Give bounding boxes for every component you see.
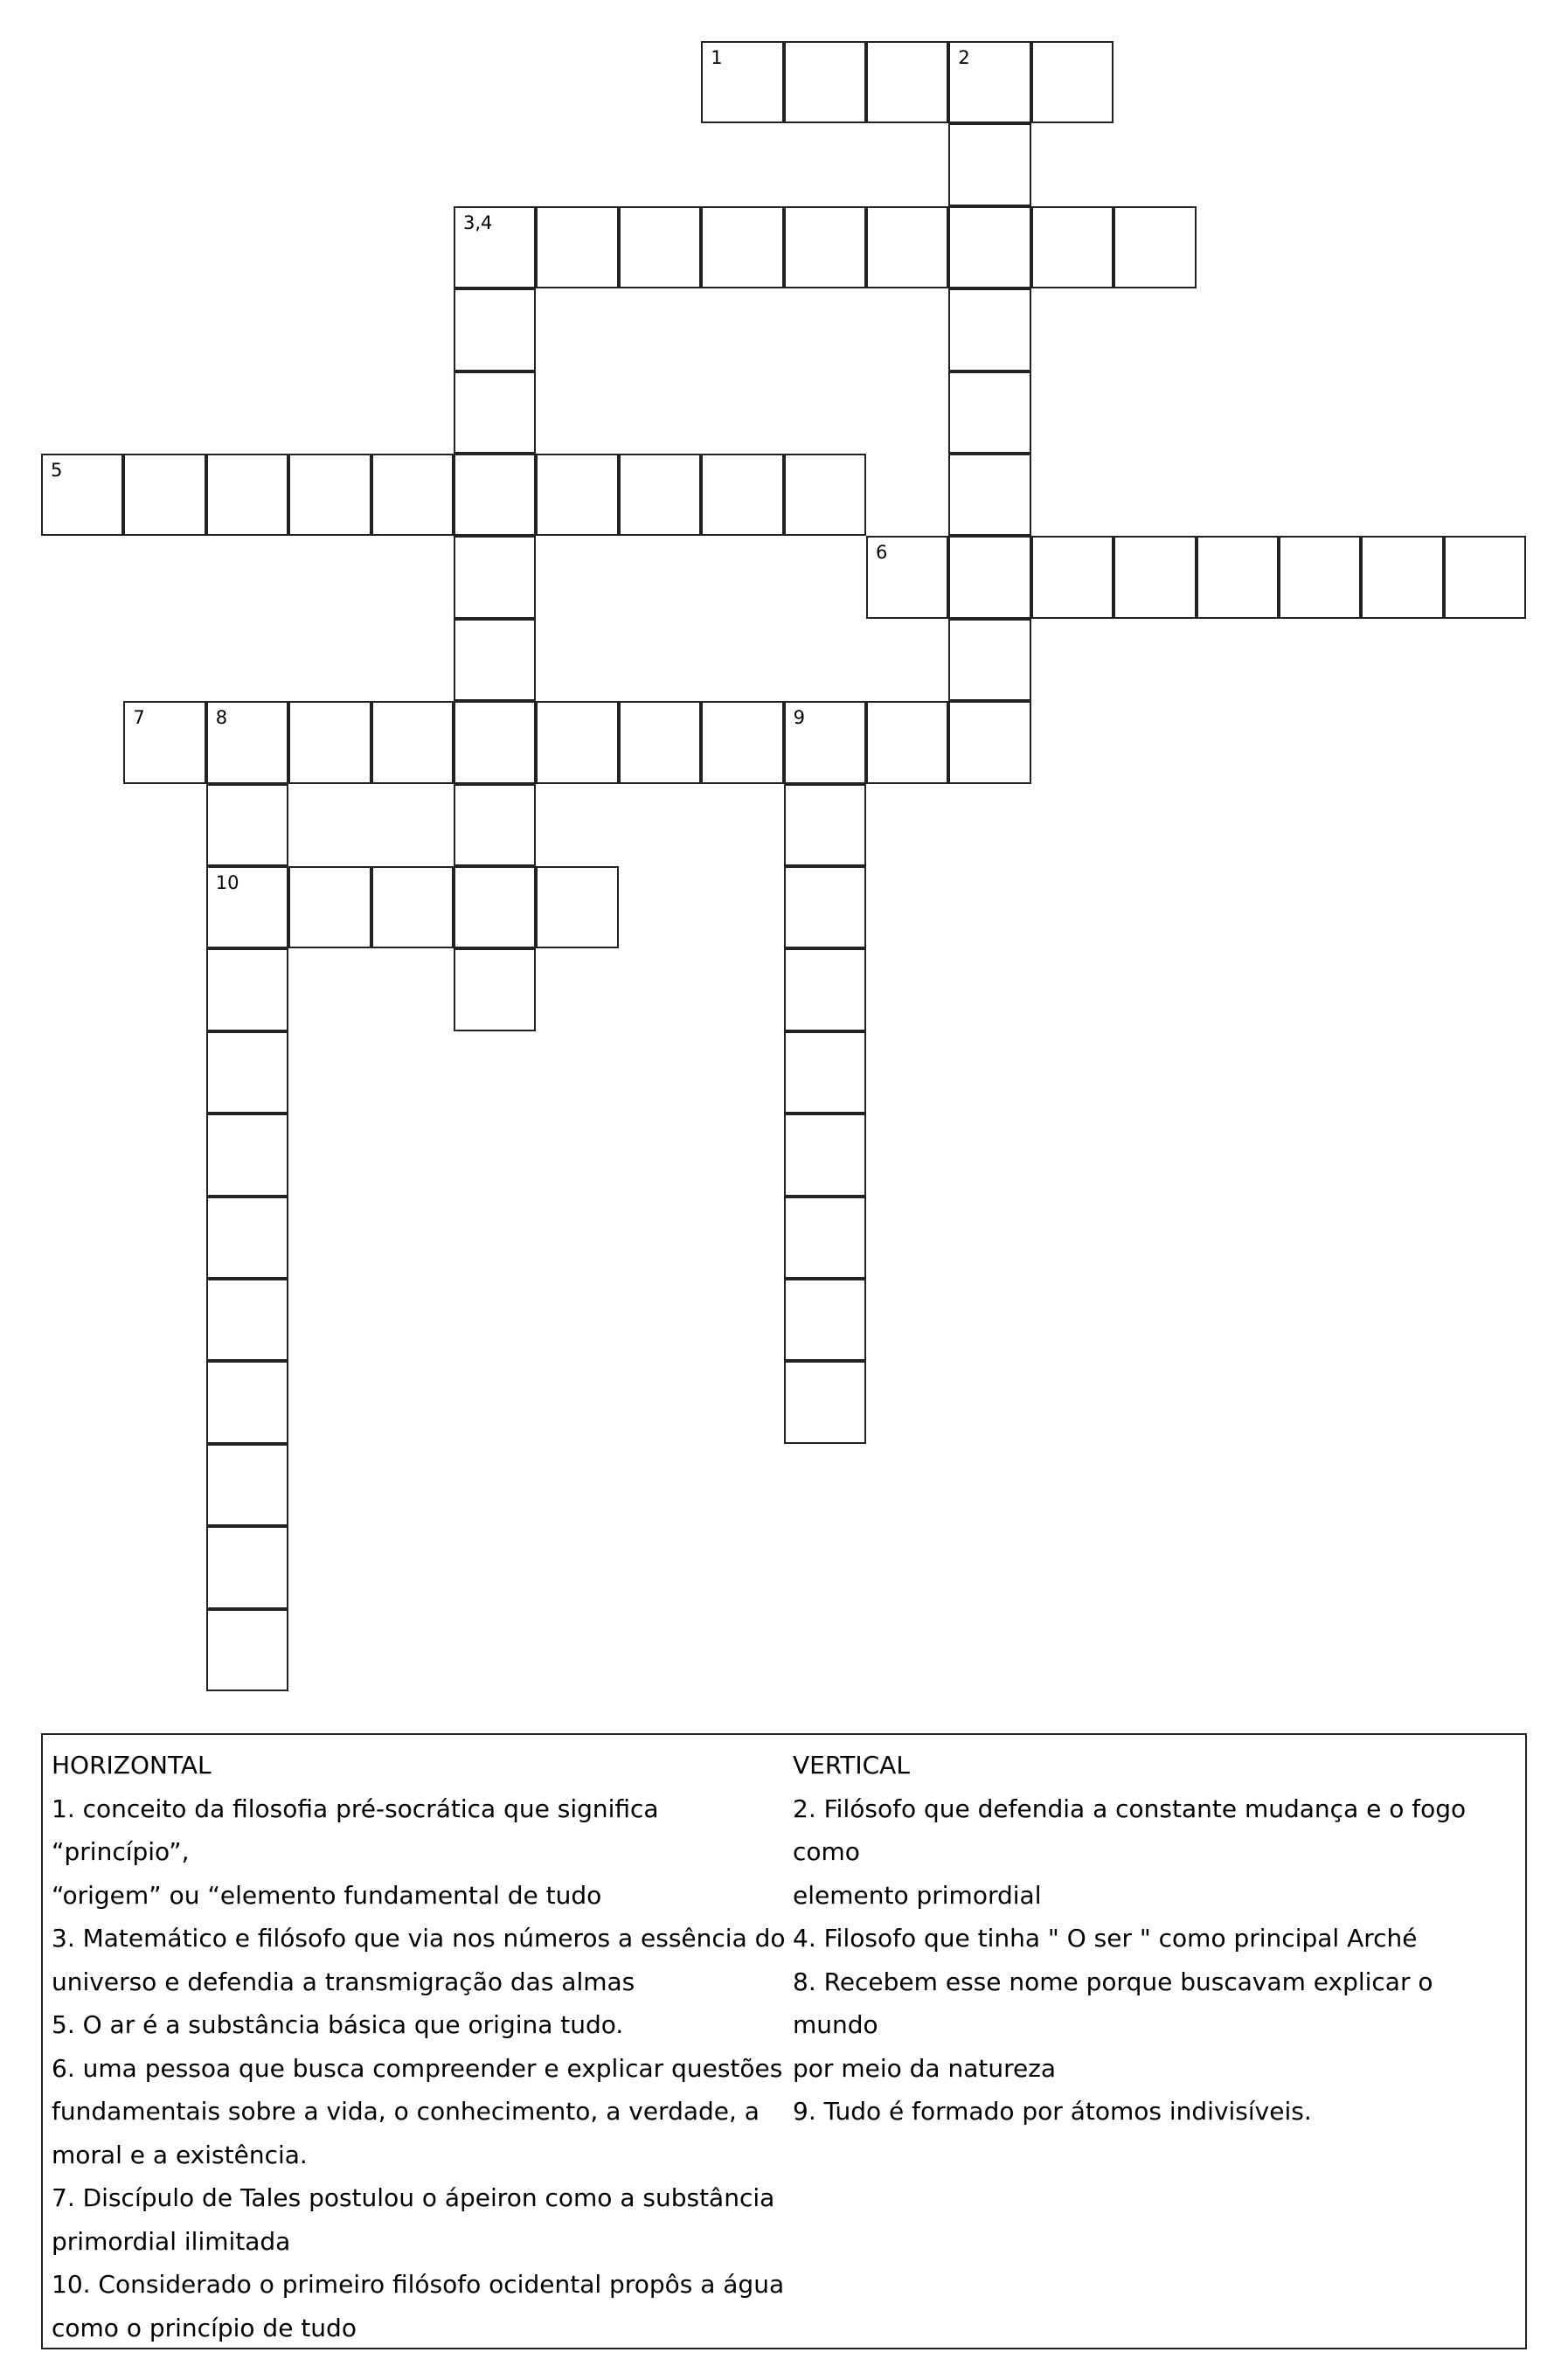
crossword-cell[interactable] xyxy=(948,536,1030,618)
crossword-cell[interactable] xyxy=(454,948,536,1030)
crossword-cell[interactable] xyxy=(866,206,948,288)
crossword-cell[interactable] xyxy=(123,454,205,536)
crossword-cell[interactable] xyxy=(206,454,288,536)
crossword-cell-2[interactable] xyxy=(948,41,1030,123)
clue-number: 8 xyxy=(215,707,228,729)
horizontal-heading: HORIZONTAL xyxy=(52,1751,212,1780)
crossword-cell[interactable] xyxy=(784,784,866,866)
vertical-clues xyxy=(793,1744,1518,2134)
crossword-cell[interactable] xyxy=(948,371,1030,454)
crossword-cell[interactable] xyxy=(536,454,618,536)
crossword-cell[interactable] xyxy=(206,1031,288,1114)
horizontal-clues xyxy=(52,1744,786,2349)
crossword-cell[interactable] xyxy=(1444,536,1526,618)
crossword-cell[interactable] xyxy=(619,454,701,536)
crossword-cell[interactable] xyxy=(536,701,618,783)
crossword-cell[interactable] xyxy=(206,1609,288,1691)
crossword-cell[interactable] xyxy=(948,206,1030,288)
crossword-cell[interactable] xyxy=(701,206,783,288)
crossword-cell[interactable] xyxy=(454,619,536,701)
crossword-cell[interactable] xyxy=(1279,536,1361,618)
crossword-cell[interactable] xyxy=(371,701,454,783)
clue-number: 10 xyxy=(215,872,239,893)
crossword-cell-9[interactable] xyxy=(784,701,866,783)
crossword-cell[interactable] xyxy=(454,866,536,948)
clues-box xyxy=(41,1733,1527,2349)
crossword-cell-8[interactable] xyxy=(206,701,288,783)
crossword-cell[interactable] xyxy=(1031,41,1114,123)
crossword-cell[interactable] xyxy=(784,41,866,123)
crossword-cell[interactable] xyxy=(206,1197,288,1279)
crossword-cell[interactable] xyxy=(866,41,948,123)
crossword-cell[interactable] xyxy=(454,454,536,536)
crossword-cell[interactable] xyxy=(784,1197,866,1279)
crossword-cell[interactable] xyxy=(1114,206,1196,288)
crossword-cell[interactable] xyxy=(948,454,1030,536)
crossword-cell-3-4[interactable] xyxy=(454,206,536,288)
crossword-cell[interactable] xyxy=(619,701,701,783)
crossword-cell[interactable] xyxy=(454,536,536,618)
crossword-cell[interactable] xyxy=(1114,536,1196,618)
crossword-cell[interactable] xyxy=(784,948,866,1030)
crossword-cell[interactable] xyxy=(784,206,866,288)
clue-vertical-2: 2. Filósofo que defendia a constante mudança e o fogo como elemento primordial xyxy=(793,1794,1467,1910)
crossword-cell[interactable] xyxy=(1197,536,1279,618)
crossword-cell[interactable] xyxy=(536,206,618,288)
crossword-cell-10[interactable] xyxy=(206,866,288,948)
crossword-cell[interactable] xyxy=(454,784,536,866)
crossword-cell-1[interactable] xyxy=(701,41,783,123)
clue-vertical-9: 9. Tudo é formado por átomos indivisíveis. xyxy=(793,2097,1312,2126)
clue-number: 9 xyxy=(793,707,805,729)
crossword-cell[interactable] xyxy=(206,1444,288,1526)
crossword-cell[interactable] xyxy=(948,288,1030,371)
crossword-cell[interactable] xyxy=(948,701,1030,783)
crossword-cell[interactable] xyxy=(784,1114,866,1196)
clue-number: 5 xyxy=(51,460,63,481)
crossword-cell[interactable] xyxy=(701,454,783,536)
crossword-cell[interactable] xyxy=(619,206,701,288)
crossword-cell-7[interactable] xyxy=(123,701,205,783)
clue-number: 3,4 xyxy=(463,212,493,233)
crossword-cell[interactable] xyxy=(206,1526,288,1608)
crossword-cell-6[interactable] xyxy=(866,536,948,618)
crossword-cell[interactable] xyxy=(948,619,1030,701)
clue-horizontal-5: 5. O ar é a substância básica que origina tudo. xyxy=(52,2010,624,2039)
clue-number: 6 xyxy=(876,542,888,564)
clue-number: 2 xyxy=(958,47,970,68)
crossword-cell[interactable] xyxy=(206,1114,288,1196)
crossword-cell-5[interactable] xyxy=(41,454,123,536)
crossword-cell[interactable] xyxy=(948,123,1030,205)
crossword-cell[interactable] xyxy=(866,701,948,783)
crossword-cell[interactable] xyxy=(371,866,454,948)
clue-vertical-4: 4. Filosofo que tinha " O ser " como principal Arché xyxy=(793,1924,1418,1953)
crossword-cell[interactable] xyxy=(784,1279,866,1361)
clue-number: 1 xyxy=(711,47,723,68)
clue-horizontal-3: 3. Matemático e filósofo que via nos números a essência do universo e defendia a transmigração das almas xyxy=(52,1924,786,1996)
crossword-cell[interactable] xyxy=(1031,206,1114,288)
crossword-cell[interactable] xyxy=(784,1031,866,1114)
clue-horizontal-1: 1. conceito da filosofia pré-socrática que significa “princípio”, “origem” ou “elemento fundamental de tudo xyxy=(52,1794,659,1910)
crossword-cell[interactable] xyxy=(1361,536,1443,618)
crossword-cell[interactable] xyxy=(784,866,866,948)
crossword-cell[interactable] xyxy=(784,1361,866,1443)
crossword-cell[interactable] xyxy=(288,866,371,948)
crossword-cell[interactable] xyxy=(288,454,371,536)
crossword-cell[interactable] xyxy=(206,1361,288,1443)
crossword-cell[interactable] xyxy=(371,454,454,536)
clue-horizontal-7: 7. Discípulo de Tales postulou o ápeiron como a substância primordial ilimitada xyxy=(52,2183,775,2256)
crossword-cell[interactable] xyxy=(206,1279,288,1361)
crossword-cell[interactable] xyxy=(701,701,783,783)
crossword-cell[interactable] xyxy=(288,701,371,783)
crossword-cell[interactable] xyxy=(536,866,618,948)
clue-vertical-8: 8. Recebem esse nome porque buscavam explicar o mundo por meio da natureza xyxy=(793,1967,1433,2083)
vertical-heading: VERTICAL xyxy=(793,1751,910,1780)
crossword-cell[interactable] xyxy=(784,454,866,536)
crossword-cell[interactable] xyxy=(206,948,288,1030)
crossword-cell[interactable] xyxy=(206,784,288,866)
clue-horizontal-10: 10. Considerado o primeiro filósofo ocidental propôs a água como o princípio de tudo xyxy=(52,2270,785,2342)
crossword-cell[interactable] xyxy=(454,701,536,783)
clue-horizontal-6: 6. uma pessoa que busca compreender e explicar questões fundamentais sobre a vida, o conhecimento, a verdade, a moral e a existência. xyxy=(52,2053,783,2169)
clue-number: 7 xyxy=(133,707,145,729)
crossword-cell[interactable] xyxy=(1031,536,1114,618)
crossword-cell[interactable] xyxy=(454,371,536,454)
crossword-grid xyxy=(41,41,1527,1702)
crossword-cell[interactable] xyxy=(454,288,536,371)
